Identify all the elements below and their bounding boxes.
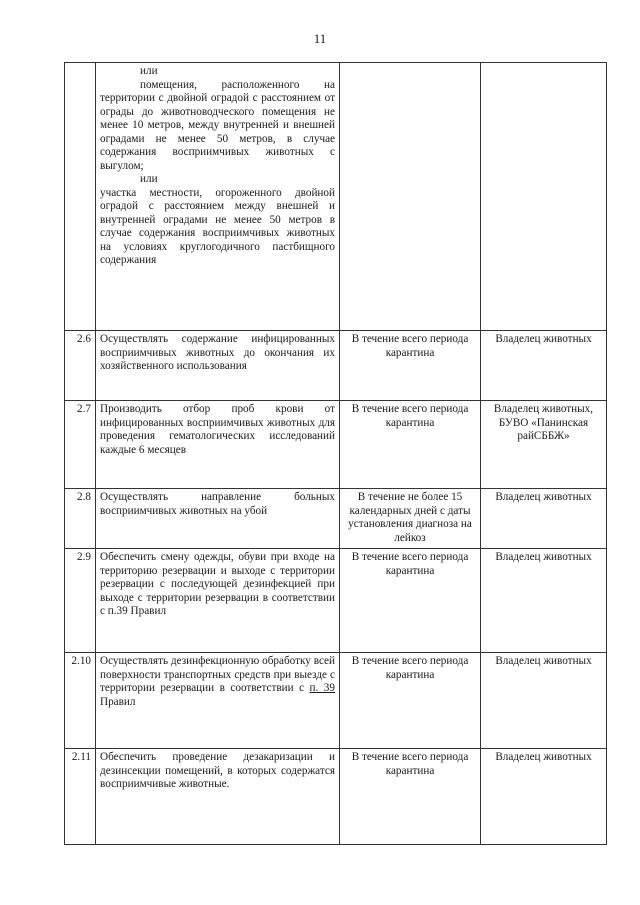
deadline-cell: В течение всего периода карантина (340, 749, 481, 845)
row-number: 2.8 (65, 489, 96, 549)
rule-reference-link[interactable]: п. 39 (309, 682, 335, 694)
deadline-cell: В течение всего периода карантина (340, 401, 481, 489)
measures-table (64, 62, 607, 845)
table-row (65, 749, 607, 845)
responsible-cell: Владелец животных (481, 749, 607, 845)
deadline-cell (340, 63, 481, 331)
table-row (65, 549, 607, 653)
responsible-cell: Владелец животных (481, 489, 607, 549)
table-row (65, 401, 607, 489)
task-cell: Обеспечить смену одежды, обуви при входе на территорию резервации и выходе с территории резервации с последующей дезинфекцией при выходе с территории резервации в соответствии с п.39 Правил (96, 549, 340, 653)
table-row-continuation (65, 63, 607, 331)
responsible-cell: Владелец животных (481, 653, 607, 749)
responsible-cell: Владелец животных, БУВО «Панинская райСББЖ» (481, 401, 607, 489)
deadline-cell: В течение не более 15 календарных дней с даты установления диагноза на лейкоз (340, 489, 481, 549)
deadline-cell: В течение всего периода карантина (340, 653, 481, 749)
row-number: 2.10 (65, 653, 96, 749)
task-cell (96, 653, 340, 749)
task-text-tail: Правил (100, 695, 136, 708)
task-text: Осуществлять дезинфекционную обработку всей поверхности транспортных средств при выезде с территории резервации в соответствии с (100, 655, 335, 694)
table-row (65, 331, 607, 401)
page-number: 11 (313, 31, 327, 46)
row-number: 2.9 (65, 549, 96, 653)
deadline-cell: В течение всего периода карантина (340, 549, 481, 653)
responsible-cell: Владелец животных (481, 331, 607, 401)
responsible-cell: Владелец животных (481, 549, 607, 653)
responsible-cell (481, 63, 607, 331)
text-premises: помещения, расположенного на территории с двойной оградой с расстоянием от ограды до животноводческого помещения не менее 10 метров, между внутренней и внешней оградами не менее 50 метров, в случае содержания восприимчивых животных с выгулом; (100, 78, 335, 172)
task-cell: Обеспечить проведение дезакаризации и дезинсекции помещений, в которых содержатся восприимчивые животные. (96, 749, 340, 845)
row-number: 2.11 (65, 749, 96, 845)
task-cell: Осуществлять содержание инфицированных восприимчивых животных до окончания их хозяйственного использования (96, 331, 340, 401)
table-row (65, 653, 607, 749)
deadline-cell: В течение всего периода карантина (340, 331, 481, 401)
num-cell (65, 63, 96, 331)
text-or: или (140, 65, 158, 77)
task-cell (96, 63, 340, 331)
task-cell: Осуществлять направление больных восприимчивых животных на убой (96, 489, 340, 549)
row-number: 2.7 (65, 401, 96, 489)
text-land-plot: участка местности, огороженного двойной оградой с расстоянием между внешней и внутренней оградами не менее 50 метров в случае содержания восприимчивых животных на условиях круглогодичного пастбищного содержания (100, 186, 335, 266)
task-cell: Производить отбор проб крови от инфицированных восприимчивых животных для проведения гематологических исследований каждые 6 месяцев (96, 401, 340, 489)
text-or: или (140, 173, 158, 185)
table-row (65, 489, 607, 549)
row-number: 2.6 (65, 331, 96, 401)
